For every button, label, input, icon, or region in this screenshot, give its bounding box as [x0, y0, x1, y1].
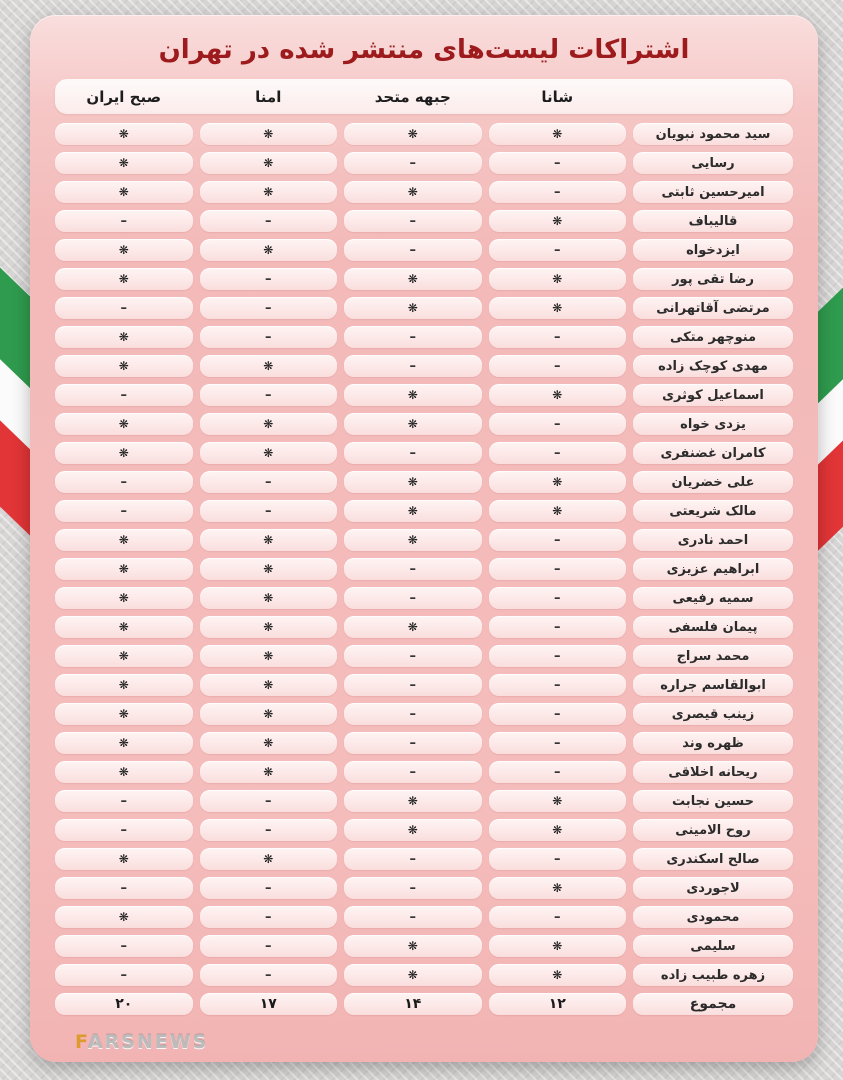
mark-absent: – [344, 703, 482, 725]
mark-absent: – [200, 297, 338, 319]
mark-absent: – [489, 848, 627, 870]
mark-present: ❋ [344, 529, 482, 551]
table-row [55, 732, 793, 754]
mark-present: ❋ [200, 645, 338, 667]
table-row [55, 848, 793, 870]
mark-absent: – [344, 558, 482, 580]
table-row [55, 674, 793, 696]
mark-absent: – [489, 761, 627, 783]
mark-present: ❋ [55, 703, 193, 725]
page-title: اشتراکات لیست‌های منتشر شده در تهران [158, 35, 690, 65]
candidate-name: قالیباف [633, 210, 793, 232]
mark-present: ❋ [489, 210, 627, 232]
mark-absent: – [344, 239, 482, 261]
mark-present: ❋ [55, 761, 193, 783]
table-row [55, 210, 793, 232]
mark-absent: – [344, 326, 482, 348]
mark-absent: – [200, 384, 338, 406]
candidate-name: رضا تقی پور [633, 268, 793, 290]
table-row [55, 152, 793, 174]
mark-absent: – [55, 297, 193, 319]
mark-absent: – [200, 326, 338, 348]
mark-present: ❋ [344, 384, 482, 406]
mark-present: ❋ [200, 239, 338, 261]
table-row [55, 181, 793, 203]
mark-absent: – [200, 268, 338, 290]
mark-absent: – [200, 500, 338, 522]
mark-present: ❋ [55, 529, 193, 551]
table-row [55, 413, 793, 435]
candidate-name: ابوالقاسم جراره [633, 674, 793, 696]
mark-present: ❋ [200, 413, 338, 435]
candidate-name: منوچهر متکی [633, 326, 793, 348]
mark-absent: – [489, 239, 627, 261]
mark-absent: – [489, 529, 627, 551]
mark-absent: – [344, 761, 482, 783]
table-header-row [55, 79, 793, 114]
mark-present: ❋ [489, 964, 627, 986]
table-row [55, 355, 793, 377]
mark-present: ❋ [55, 848, 193, 870]
mark-absent: – [489, 732, 627, 754]
mark-present: ❋ [344, 268, 482, 290]
mark-absent: – [55, 964, 193, 986]
candidate-name: صالح اسکندری [633, 848, 793, 870]
header-shana: شانا [541, 87, 574, 106]
mark-present: ❋ [55, 239, 193, 261]
total-label: مجموع [633, 993, 793, 1015]
header-omana: امنا [255, 87, 282, 106]
mark-present: ❋ [55, 442, 193, 464]
mark-present: ❋ [200, 123, 338, 145]
table-row [55, 500, 793, 522]
table-row [55, 964, 793, 986]
table-row [55, 906, 793, 928]
table-row [55, 877, 793, 899]
farsnews-watermark [75, 1031, 208, 1053]
mark-absent: – [344, 355, 482, 377]
candidate-name: ابراهیم عزیزی [633, 558, 793, 580]
candidate-name: زهره طبیب زاده [633, 964, 793, 986]
mark-present: ❋ [200, 703, 338, 725]
mark-present: ❋ [200, 674, 338, 696]
mark-absent: – [489, 413, 627, 435]
mark-absent: – [489, 703, 627, 725]
mark-present: ❋ [55, 906, 193, 928]
mark-present: ❋ [200, 848, 338, 870]
mark-absent: – [200, 819, 338, 841]
mark-present: ❋ [55, 674, 193, 696]
candidate-name: امیرحسین ثابتی [633, 181, 793, 203]
candidate-name: لاجوردی [633, 877, 793, 899]
candidate-name: پیمان فلسفی [633, 616, 793, 638]
table-row [55, 558, 793, 580]
mark-present: ❋ [200, 761, 338, 783]
mark-present: ❋ [489, 877, 627, 899]
mark-absent: – [489, 152, 627, 174]
candidate-name: سلیمی [633, 935, 793, 957]
candidate-name: سمیه رفیعی [633, 587, 793, 609]
mark-absent: – [55, 935, 193, 957]
mark-present: ❋ [344, 123, 482, 145]
mark-absent: – [55, 471, 193, 493]
candidate-name: روح الامینی [633, 819, 793, 841]
mark-present: ❋ [489, 819, 627, 841]
mark-present: ❋ [344, 181, 482, 203]
table-row [55, 384, 793, 406]
mark-present: ❋ [489, 935, 627, 957]
mark-absent: – [200, 790, 338, 812]
table-row [55, 761, 793, 783]
mark-present: ❋ [344, 964, 482, 986]
mark-present: ❋ [55, 181, 193, 203]
total-jebhe: ۱۴ [344, 993, 482, 1015]
mark-present: ❋ [344, 413, 482, 435]
mark-present: ❋ [344, 471, 482, 493]
mark-absent: – [55, 790, 193, 812]
total-sobh: ۲۰ [55, 993, 193, 1015]
mark-present: ❋ [55, 587, 193, 609]
table-row [55, 645, 793, 667]
table-row [55, 239, 793, 261]
total-shana: ۱۲ [489, 993, 627, 1015]
mark-present: ❋ [344, 790, 482, 812]
table-row [55, 703, 793, 725]
mark-present: ❋ [55, 645, 193, 667]
mark-absent: – [489, 587, 627, 609]
mark-absent: – [344, 877, 482, 899]
table-row [55, 790, 793, 812]
mark-absent: – [489, 645, 627, 667]
mark-present: ❋ [489, 268, 627, 290]
mark-absent: – [489, 355, 627, 377]
mark-present: ❋ [344, 500, 482, 522]
mark-present: ❋ [200, 442, 338, 464]
mark-absent: – [55, 819, 193, 841]
table-row [55, 471, 793, 493]
mark-absent: – [55, 384, 193, 406]
mark-absent: – [344, 587, 482, 609]
mark-present: ❋ [344, 819, 482, 841]
mark-absent: – [489, 616, 627, 638]
mark-absent: – [344, 645, 482, 667]
mark-present: ❋ [344, 935, 482, 957]
mark-absent: – [55, 210, 193, 232]
table-row [55, 587, 793, 609]
mark-present: ❋ [200, 181, 338, 203]
table-row [55, 297, 793, 319]
candidate-name: مرتضی آقاتهرانی [633, 297, 793, 319]
total-row [55, 993, 793, 1015]
mark-present: ❋ [489, 471, 627, 493]
mark-present: ❋ [55, 616, 193, 638]
mark-absent: – [344, 210, 482, 232]
candidate-name: سید محمود نبویان [633, 123, 793, 145]
candidate-name: زینب قیصری [633, 703, 793, 725]
table-row [55, 935, 793, 957]
mark-present: ❋ [489, 297, 627, 319]
candidate-name: یزدی خواه [633, 413, 793, 435]
mark-absent: – [55, 500, 193, 522]
candidate-name: محمد سراج [633, 645, 793, 667]
mark-absent: – [200, 935, 338, 957]
mark-present: ❋ [344, 616, 482, 638]
candidate-name: کامران غضنفری [633, 442, 793, 464]
mark-absent: – [344, 906, 482, 928]
mark-absent: – [200, 964, 338, 986]
mark-present: ❋ [344, 297, 482, 319]
mark-absent: – [344, 848, 482, 870]
mark-present: ❋ [55, 355, 193, 377]
mark-absent: – [344, 732, 482, 754]
mark-present: ❋ [55, 123, 193, 145]
table-row [55, 819, 793, 841]
header-jebhe-mottahed: جبهه متحد [374, 87, 451, 106]
mark-present: ❋ [200, 587, 338, 609]
candidate-name: ریحانه اخلاقی [633, 761, 793, 783]
candidate-name: اسماعیل کوثری [633, 384, 793, 406]
candidate-name: احمد نادری [633, 529, 793, 551]
mark-present: ❋ [200, 616, 338, 638]
mark-absent: – [489, 326, 627, 348]
infographic-card [30, 15, 818, 1062]
candidate-name: حسین نجابت [633, 790, 793, 812]
mark-absent: – [344, 442, 482, 464]
mark-absent: – [344, 152, 482, 174]
watermark-text: ARSNEWS [87, 1031, 209, 1053]
mark-present: ❋ [200, 529, 338, 551]
mark-absent: – [200, 210, 338, 232]
shared-lists-table [55, 79, 793, 1015]
table-row [55, 268, 793, 290]
watermark-f-letter: F [75, 1031, 88, 1053]
candidate-name: علی خضریان [633, 471, 793, 493]
candidate-name: مهدی کوچک زاده [633, 355, 793, 377]
total-omana: ۱۷ [200, 993, 338, 1015]
mark-absent: – [489, 906, 627, 928]
table-row [55, 326, 793, 348]
mark-present: ❋ [200, 355, 338, 377]
mark-absent: – [55, 877, 193, 899]
candidate-name: رسایی [633, 152, 793, 174]
mark-absent: – [200, 877, 338, 899]
table-row [55, 616, 793, 638]
candidate-name: ایزدخواه [633, 239, 793, 261]
mark-present: ❋ [489, 790, 627, 812]
table-row [55, 123, 793, 145]
mark-present: ❋ [55, 558, 193, 580]
mark-present: ❋ [55, 413, 193, 435]
mark-absent: – [489, 558, 627, 580]
mark-present: ❋ [489, 384, 627, 406]
mark-absent: – [344, 674, 482, 696]
mark-present: ❋ [200, 152, 338, 174]
mark-absent: – [200, 471, 338, 493]
mark-absent: – [489, 674, 627, 696]
header-sobhe-iran: صبح ایران [86, 87, 162, 106]
candidate-name: مالک شریعتی [633, 500, 793, 522]
candidate-name: محمودی [633, 906, 793, 928]
mark-present: ❋ [489, 500, 627, 522]
candidate-name: ظهره وند [633, 732, 793, 754]
mark-present: ❋ [55, 152, 193, 174]
table-row [55, 529, 793, 551]
mark-present: ❋ [55, 732, 193, 754]
mark-present: ❋ [200, 732, 338, 754]
mark-absent: – [489, 181, 627, 203]
mark-present: ❋ [55, 326, 193, 348]
mark-present: ❋ [55, 268, 193, 290]
mark-present: ❋ [200, 558, 338, 580]
table-row [55, 442, 793, 464]
mark-absent: – [200, 906, 338, 928]
mark-present: ❋ [489, 123, 627, 145]
mark-absent: – [489, 442, 627, 464]
rows-container [55, 123, 793, 1015]
